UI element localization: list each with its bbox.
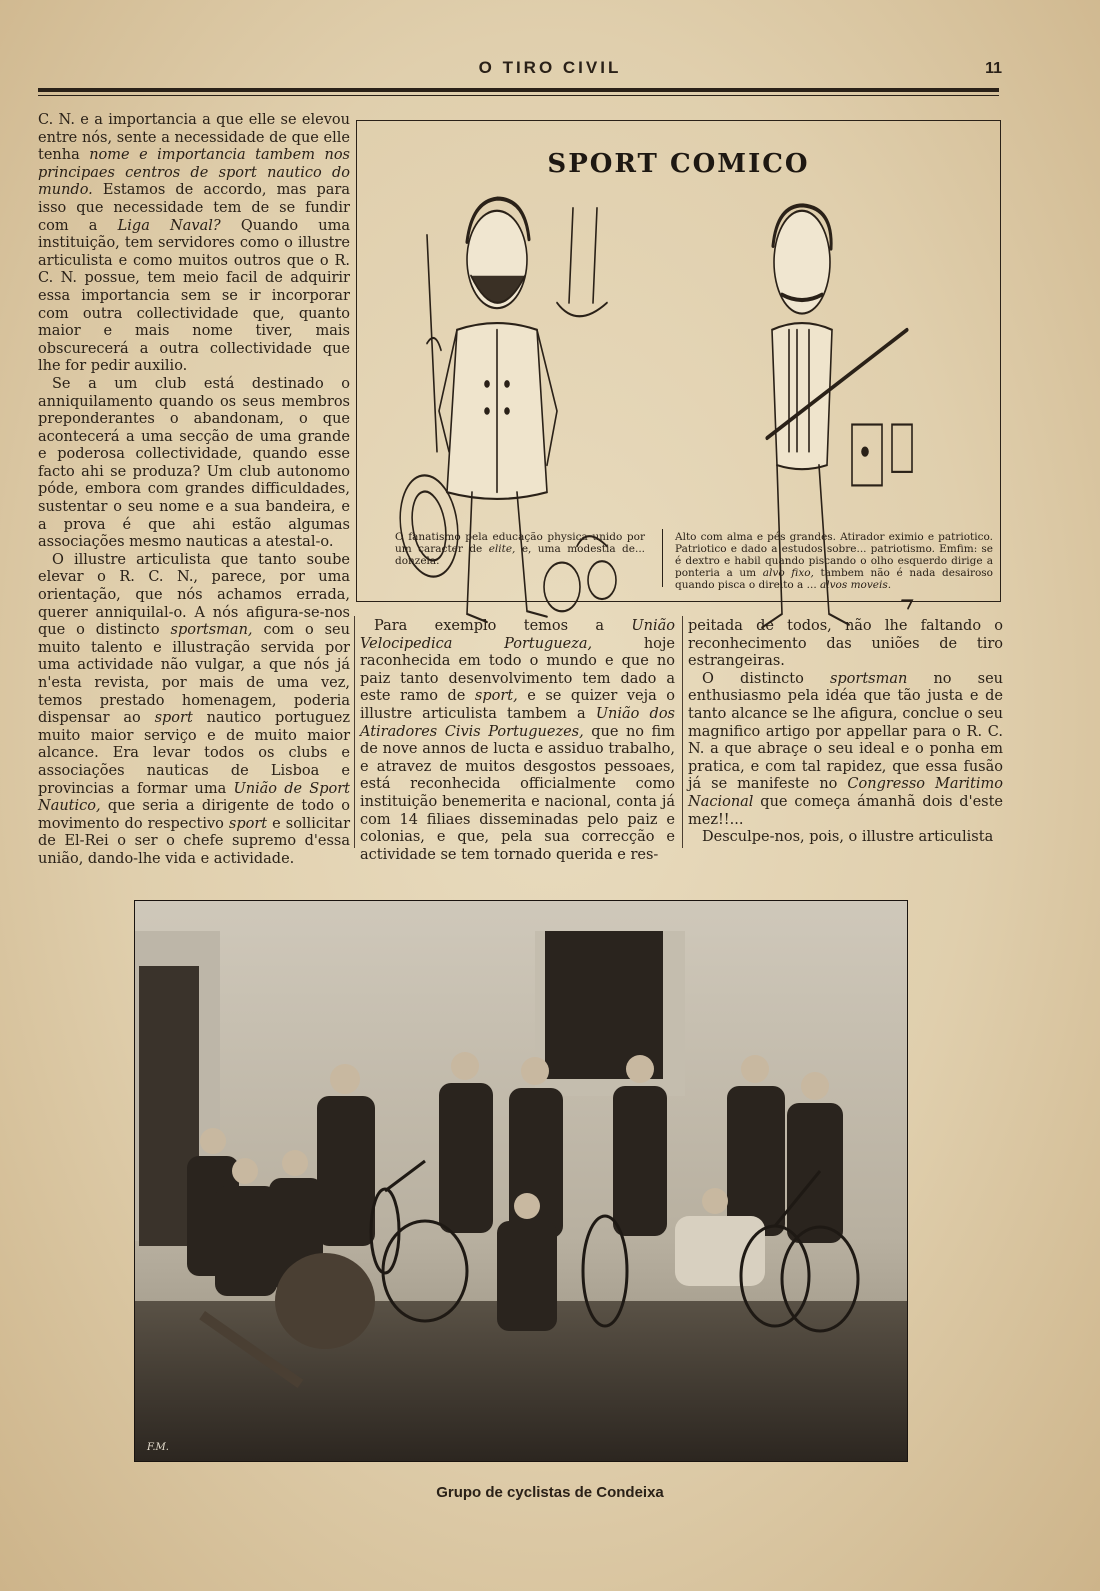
paragraph: C. N. e a importancia a que elle se elevou entre nós, sente a necessidade de que elle tenha nome e importancia tambem nos principaes centros de sport nautico do mundo. Estamos de accordo, mas para isso que necessidade tem de se fundir com a Liga Naval? Quando uma instituição, tem servidores como o illustre articulista e como muitos outros que o R. C. N. possue, tem meio facil de adquirir essa importancia sem se ir incorporar com outra collectividade que, quanto maior e mais nome tiver, mais obscurecerá a outra collectividade que lhe for pedir auxilio. (38, 112, 350, 375)
caption-divider (662, 529, 663, 587)
header-rule (38, 88, 999, 92)
cyclists-group-photo (134, 900, 908, 1462)
cartoon-panel (356, 120, 1001, 602)
publication-title: O TIRO CIVIL (478, 58, 622, 77)
cartoon-title: SPORT COMICO (547, 149, 810, 179)
article-column-1 (38, 112, 350, 867)
photo-image (135, 901, 907, 1461)
photographer-signature: F.M. (147, 1442, 169, 1453)
header-rule-thin (38, 95, 999, 96)
cartoon-caption-left: O fanatismo pela educação physica unido por um caracter de elite, e, uma modestia de... donzela. (395, 531, 645, 567)
paragraph: Se a um club está destinado o anniquilamento quando os seus membros preponderantes o abandonam, o que acontecerá a uma secção de uma grande e poderosa collectividade, quando esse facto ahi se produza? Um club autonomo póde, embora com grandes difficuldades, sustentar o seu nome e a sua bandeira, e a prova é que ahi estão algumas associações mesmo nauticas a atestal-o. (38, 375, 350, 551)
column-divider (354, 616, 355, 848)
column-divider (682, 616, 683, 848)
paragraph: Para exemplo temos a União Velocipedica Portugueza, hoje raconhecida em todo o mundo e que no paiz tanto desenvolvimento tem dado a este ramo de sport, e se quizer veja o illustre articulista tambem a União dos Atiradores Civis Portuguezes, que no fim de nove annos de lucta e assiduo trabalho, e atravez de muitos desgostos pessoaes, está reconhecida officialmente como instituição benemerita e nacional, conta já com 14 filiaes disseminadas pelo paiz e colonias, e que, pela sua correcção e actividade se tem tornado querida e res- (360, 618, 676, 863)
paragraph: O distincto sportsman no seu enthusiasmo pela idéa que tão justa e de tanto alcance se lhe afigura, conclue o seu magnifico artigo por appellar para o R. C. N. a que abraçe o seu ideal e o ponha em pratica, e com tal rapidez, que essa fusão já se manifeste no Congresso Maritimo Nacional que começa ámanhã dois d'este mez!!... (688, 670, 1003, 828)
paragraph: Desculpe-nos, pois, o illustre articulista (702, 829, 994, 846)
article-column-3 (688, 618, 1003, 852)
cartoon-caption-right: Alto com alma e pés grandes. Atirador eximio e patriotico. Patriotico e dado a estudos sobre... patriotismo. Emfim: se é dextro e habil quando piscando o olho esquerdo dirige a ponteria a um alvo fixo, tambem não é nada desairoso quando pisca o direito a ... alvos moveis. (675, 531, 994, 591)
paragraph: peitada de todos, não lhe faltando o reconhecimento das uniões de tiro estrangeiras. (688, 618, 1003, 670)
paragraph: O illustre articulista que tanto soube elevar o R. C. N., parece, por uma orientação, que nós achamos errada, querer anniquilal-o. A nós afigura-se-nos que o distincto sportsman, com o seu muito talento e illustração servida por uma actividade não vulgar, a que nós já n'esta revista, por mais de uma vez, temos prestado homenagem, poderia dispensar ao sport nautico portuguez muito maior serviço e de muito maior alcance. Era levar todos os clubs e associações nauticas de Lisboa e provincias a formar uma União de Sport Nautico, que seria a dirigente de todo o movimento do respectivo sport e sollicitar de El-Rei o ser o chefe supremo d'essa união, dando-lhe vida e actividade. (38, 551, 350, 867)
photo-caption: Grupo de cyclistas de Condeixa (436, 1484, 664, 1501)
page-number: 11 (985, 60, 1002, 77)
article-column-2 (360, 618, 676, 863)
